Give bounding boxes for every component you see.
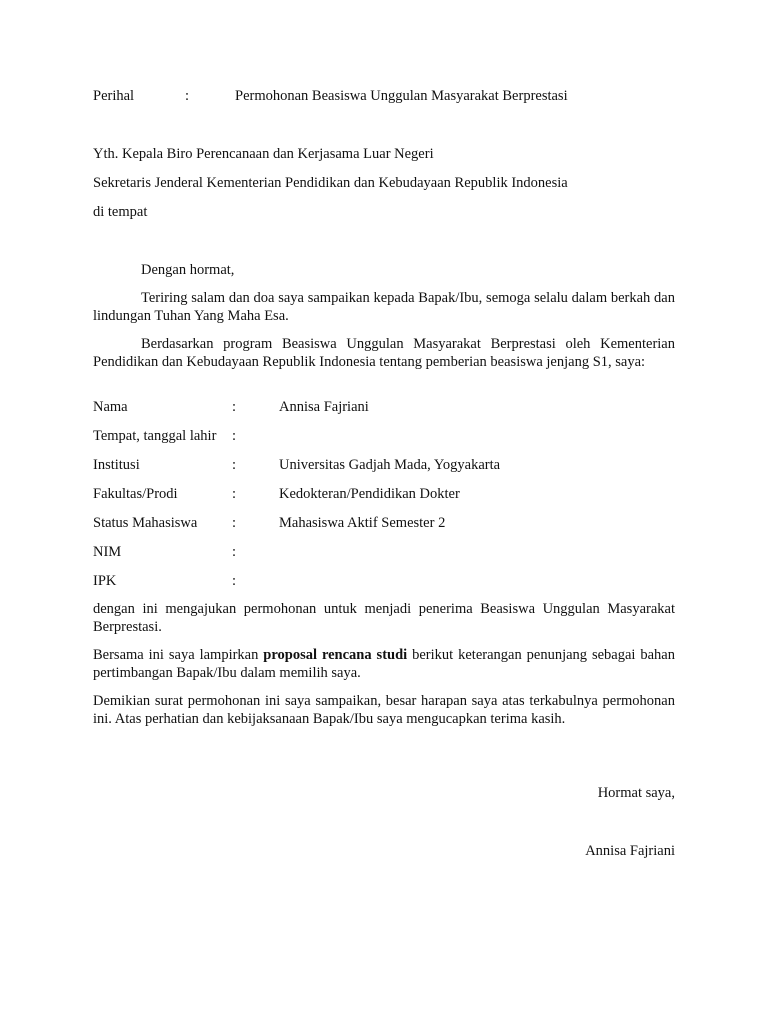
field-colon: : xyxy=(232,428,237,444)
paragraph-5 xyxy=(93,693,675,728)
field-label: IPK xyxy=(93,573,117,589)
greeting: Dengan hormat, xyxy=(141,262,235,278)
field-label: Nama xyxy=(93,399,128,415)
paragraph-5-text: Demikian surat permohonan ini saya sampaikan, besar harapan saya atas terkabulnya permohonan ini. Atas perhatian dan kebijaksanaan Bapak/Ibu saya mengucapkan terima kasih. xyxy=(93,693,675,727)
field-colon: : xyxy=(232,573,237,589)
field-label: Institusi xyxy=(93,457,140,473)
field-value: Kedokteran/Pendidikan Dokter xyxy=(279,486,460,502)
paragraph-4 xyxy=(93,647,675,682)
paragraph-1-text: Teriring salam dan doa saya sampaikan kepada Bapak/Ibu, semoga selalu dalam berkah dan lindungan Tuhan Yang Maha Esa. xyxy=(93,290,675,324)
paragraph-2-text: Berdasarkan program Beasiswa Unggulan Masyarakat Berprestasi oleh Kementerian Pendidikan dan Kebudayaan Republik Indonesia tentang pemberian beasiswa jenjang S1, saya: xyxy=(93,336,675,370)
paragraph-4-text xyxy=(93,647,675,682)
field-colon: : xyxy=(232,399,237,415)
recipient-line-1: Yth. Kepala Biro Perencanaan dan Kerjasama Luar Negeri xyxy=(93,146,434,162)
recipient-line-2: Sekretaris Jenderal Kementerian Pendidikan dan Kebudayaan Republik Indonesia xyxy=(93,175,568,191)
perihal-colon: : xyxy=(185,88,190,104)
perihal-label: Perihal xyxy=(93,88,135,104)
field-value: Annisa Fajriani xyxy=(279,399,369,415)
field-label: NIM xyxy=(93,544,122,560)
field-colon: : xyxy=(232,544,237,560)
paragraph-4-after: berikut keterangan penunjang sebagai bahan pertimbangan Bapak/Ibu dalam memilih saya. xyxy=(93,647,675,681)
field-value: Universitas Gadjah Mada, Yogyakarta xyxy=(279,457,501,473)
paragraph-4-bold: proposal rencana studi xyxy=(263,647,408,663)
field-label: Status Mahasiswa xyxy=(93,515,198,531)
recipient-line-3: di tempat xyxy=(93,204,148,220)
field-colon: : xyxy=(232,486,237,502)
field-value: Mahasiswa Aktif Semester 2 xyxy=(279,515,446,531)
field-label: Fakultas/Prodi xyxy=(93,486,178,502)
field-colon: : xyxy=(232,515,237,531)
paragraph-3 xyxy=(93,601,675,636)
paragraph-3-text: dengan ini mengajukan permohonan untuk menjadi penerima Beasiswa Unggulan Masyarakat Berprestasi. xyxy=(93,601,675,635)
paragraph-1 xyxy=(93,290,675,325)
perihal-value: Permohonan Beasiswa Unggulan Masyarakat Berprestasi xyxy=(235,88,568,104)
paragraph-4-before: Bersama ini saya lampirkan xyxy=(93,647,264,663)
field-colon: : xyxy=(232,457,237,473)
closing-salutation: Hormat saya, xyxy=(597,785,675,801)
signature-name: Annisa Fajriani xyxy=(585,843,675,859)
paragraph-2 xyxy=(93,336,675,371)
field-label: Tempat, tanggal lahir xyxy=(93,428,217,444)
